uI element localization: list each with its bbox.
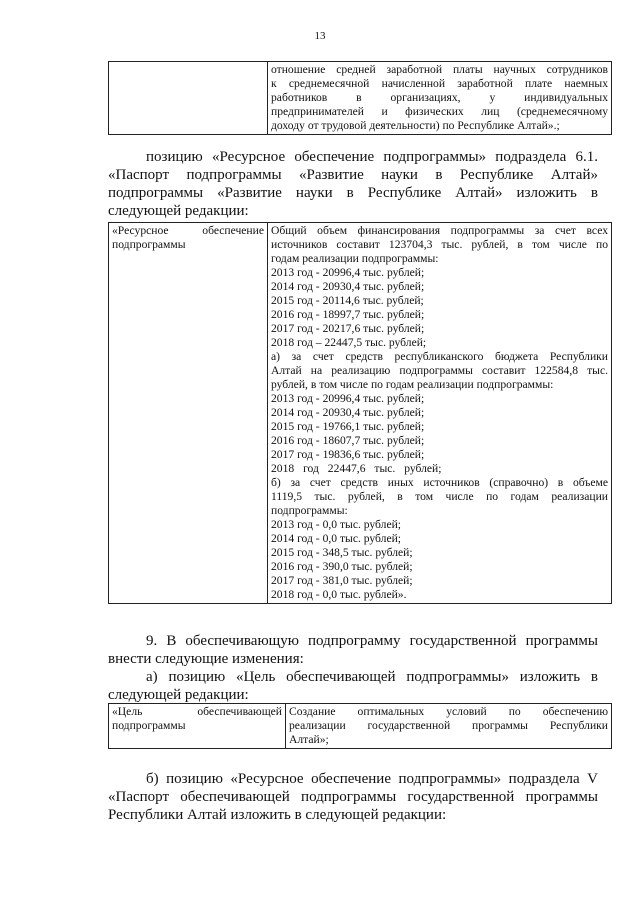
paragraph-item-9 xyxy=(108,632,598,704)
text-line: годам реализации подпрограммы: xyxy=(271,252,439,265)
text-line: доходу от трудовой деятельности) по Республике Алтай».; xyxy=(271,119,560,132)
text-line: 2016 год - 18997,7 тыс. рублей; xyxy=(271,308,425,321)
text-line: Создание оптимальных условий по обеспечению xyxy=(289,705,608,718)
text-line: Общий объем финансирования подпрограммы за счет всех xyxy=(271,224,608,237)
text-line: 2016 год - 390,0 тыс. рублей; xyxy=(271,560,413,573)
text-line: «Цель обеспечивающей xyxy=(112,705,282,718)
table-cell-label xyxy=(109,704,286,749)
text-line: «Паспорт обеспечивающей подпрограммы государственной программы xyxy=(108,789,598,805)
text-line: работников в организациях, у индивидуальных xyxy=(271,91,608,104)
text-line: 2013 год - 20996,4 тыс. рублей; xyxy=(271,392,425,405)
text-line: б) за счет средств иных источников (справочно) в объеме xyxy=(271,476,608,489)
text-line: 2013 год - 20996,4 тыс. рублей; xyxy=(271,266,425,279)
text-line: а) за счет средств республиканского бюджета Республики xyxy=(271,350,608,363)
text-line: Алтай»; xyxy=(289,733,329,746)
text-line: 2018 год – 22447,5 тыс. рублей; xyxy=(271,336,427,349)
text-line: б) позицию «Ресурсное обеспечение подпрограммы» подраздела V xyxy=(146,771,598,787)
text-line: 2017 год - 381,0 тыс. рублей; xyxy=(271,574,413,587)
text-line: 2015 год - 348,5 тыс. рублей; xyxy=(271,546,413,559)
text-line: подпрограммы xyxy=(112,719,186,732)
text-line: позицию «Ресурсное обеспечение подпрограммы» подраздела 6.1. xyxy=(146,149,598,165)
text-line: 2015 год - 19766,1 тыс. рублей; xyxy=(271,420,425,433)
text-line: подпрограммы «Развитие науки в Республике Алтай» изложить в xyxy=(108,185,598,201)
text-line: 2018 год - 0,0 тыс. рублей». xyxy=(271,588,407,601)
text-line: Алтай на реализацию подпрограммы составит 122584,8 тыс. xyxy=(271,364,608,377)
text-line: 2014 год - 0,0 тыс. рублей; xyxy=(271,532,402,545)
text-line: 2016 год - 18607,7 тыс. рублей; xyxy=(271,434,425,447)
table-resource-science xyxy=(108,222,612,604)
text-line: 2017 год - 20217,6 тыс. рублей; xyxy=(271,322,425,335)
text-line: к среднемесячной начисленной заработной плате наемных xyxy=(271,77,608,90)
table-cell-indicator xyxy=(268,62,612,135)
text-line: 2014 год - 20930,4 тыс. рублей; xyxy=(271,406,425,419)
table-goal xyxy=(108,703,612,749)
text-line: подпрограммы: xyxy=(271,504,348,517)
text-line: 2018 год 22447,6 тыс. рублей; xyxy=(271,462,442,475)
table-cell-empty xyxy=(109,62,268,135)
text-line: отношение средней заработной платы научных сотрудников xyxy=(271,63,608,76)
text-line: реализации государственной программы Республики xyxy=(289,719,608,732)
text-line: источников составит 123704,3 тыс. рублей, в том числе по xyxy=(271,238,608,251)
text-line: предпринимателей и физических лиц (среднемесячному xyxy=(271,105,608,118)
text-line: «Ресурсное обеспечение xyxy=(112,224,264,237)
table-cell-goal-text xyxy=(286,704,612,749)
text-line: 2017 год - 19836,6 тыс. рублей; xyxy=(271,448,425,461)
text-line: подпрограммы xyxy=(112,238,186,251)
paragraph-position-v xyxy=(108,770,598,824)
table-cell-resource-text xyxy=(268,223,612,604)
text-line: следующей редакции: xyxy=(108,203,249,219)
table-continuation xyxy=(108,61,612,135)
table-cell-label xyxy=(109,223,268,604)
text-line: а) позицию «Цель обеспечивающей подпрограммы» изложить в xyxy=(146,669,598,685)
text-line: 1119,5 тыс. рублей, в том числе по годам реализации xyxy=(271,490,608,503)
text-line: Республики Алтай изложить в следующей редакции: xyxy=(108,807,447,823)
text-line: внести следующие изменения: xyxy=(108,651,304,667)
text-line: следующей редакции: xyxy=(108,687,249,703)
text-line: 9. В обеспечивающую подпрограмму государственной программы xyxy=(146,633,598,649)
paragraph-position-6-1 xyxy=(108,148,598,220)
page-number: 13 xyxy=(314,30,326,42)
text-line: 2014 год - 20930,4 тыс. рублей; xyxy=(271,280,425,293)
text-line: 2015 год - 20114,6 тыс. рублей; xyxy=(271,294,424,307)
text-line: «Паспорт подпрограммы «Развитие науки в Республике Алтай» xyxy=(108,167,598,183)
text-line: рублей, в том числе по годам реализации подпрограммы: xyxy=(271,378,554,391)
text-line: 2013 год - 0,0 тыс. рублей; xyxy=(271,518,402,531)
